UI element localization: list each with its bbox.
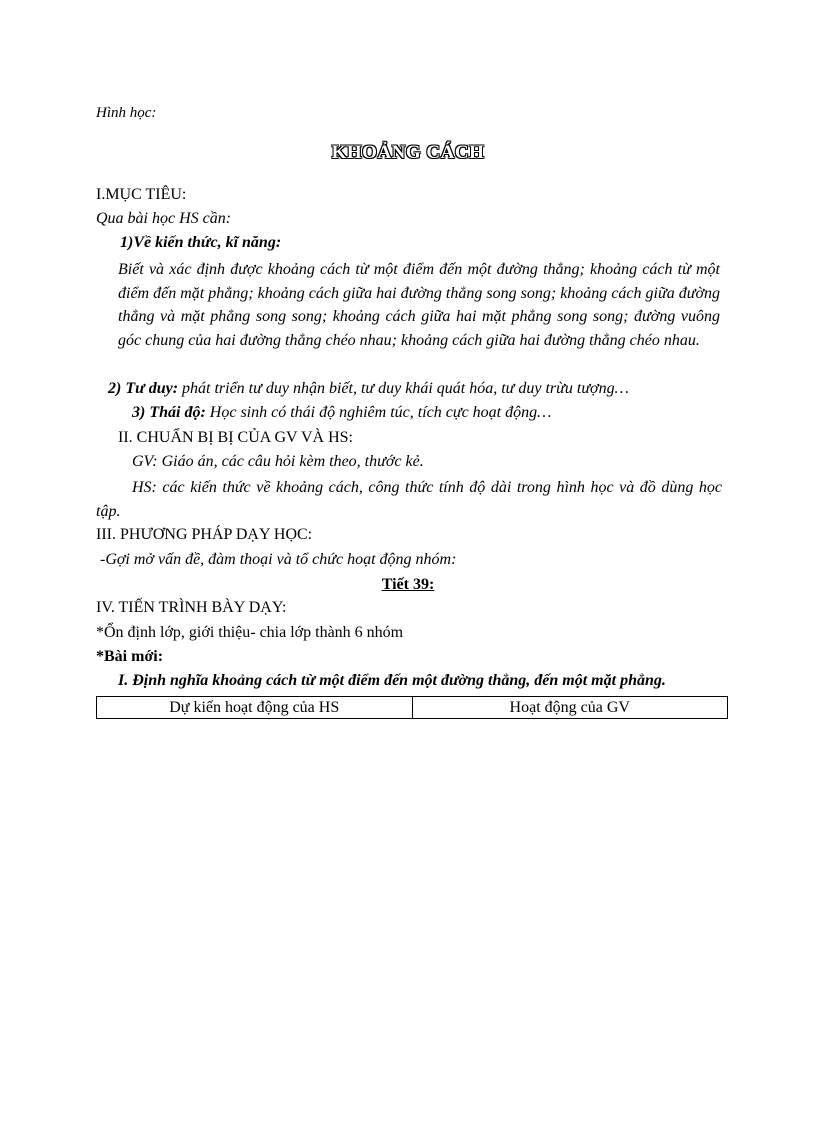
thinking-line	[108, 380, 629, 398]
lesson-number	[0, 576, 816, 594]
student-activity-header: Dự kiến hoạt động của HS	[97, 697, 413, 719]
section-1-heading: I.MỤC TIÊU:	[96, 186, 187, 203]
thinking-text: phát triển tư duy nhận biết, tư duy khái quát hóa, tư duy trừu tượng…	[182, 380, 629, 397]
knowledge-paragraph: Biết và xác định được khoảng cách từ một điểm đến một đường thẳng; khoảng cách từ một điểm đến mặt phẳng; khoảng cách giữa hai đường thẳng song song; khoảng cách giữa đường thẳng và mặt phẳng song song; khoảng cách giữa hai mặt phẳng song song; đường vuông góc chung của hai đường thẳng chéo nhau; khoảng cách giữa hai đường thẳng chéo nhau.	[118, 261, 720, 349]
thinking-label: 2) Tư duy:	[108, 380, 179, 397]
page-title: KHOẢNG CÁCH	[331, 142, 485, 163]
student-prep: HS: các kiến thức về khoảng cách, công thức tính độ dài trong hình học và đồ dùng học tập.	[96, 479, 722, 520]
new-lesson-label: *Bài mới:	[96, 648, 164, 665]
attitude-line	[132, 404, 551, 422]
method-text: -Gợi mở vấn đề, đàm thoại và tổ chức hoạt động nhóm:	[100, 551, 457, 568]
activity-table	[96, 696, 728, 719]
section-4-heading: IV. TIẾN TRÌNH BÀY DẠY:	[96, 599, 287, 616]
lesson-label: Tiết 39:	[381, 576, 435, 593]
section-1-intro: Qua bài học HS cần:	[96, 210, 232, 227]
section-2-heading: II. CHUẨN BỊ BỊ CỦA GV VÀ HS:	[118, 429, 353, 446]
class-setup-line: *Ổn định lớp, giới thiệu- chia lớp thành 6 nhóm	[96, 624, 404, 641]
teacher-prep: GV: Giáo án, các câu hỏi kèm theo, thước kẻ.	[132, 453, 424, 470]
knowledge-label: 1)Về kiến thức, kĩ năng:	[120, 234, 282, 251]
subject-label: Hình học:	[96, 105, 157, 121]
table-header-row	[97, 697, 728, 719]
attitude-label: 3) Thái độ:	[132, 404, 206, 421]
section-3-heading: III. PHƯƠNG PHÁP DẠY HỌC:	[96, 526, 313, 543]
teacher-activity-header: Hoạt động của GV	[412, 697, 728, 719]
attitude-text: Học sinh có thái độ nghiêm túc, tích cực hoạt động…	[209, 404, 552, 421]
subsection-heading: I. Định nghĩa khoảng cách từ một điểm đến một đường thẳng, đến một mặt phẳng.	[118, 672, 666, 689]
